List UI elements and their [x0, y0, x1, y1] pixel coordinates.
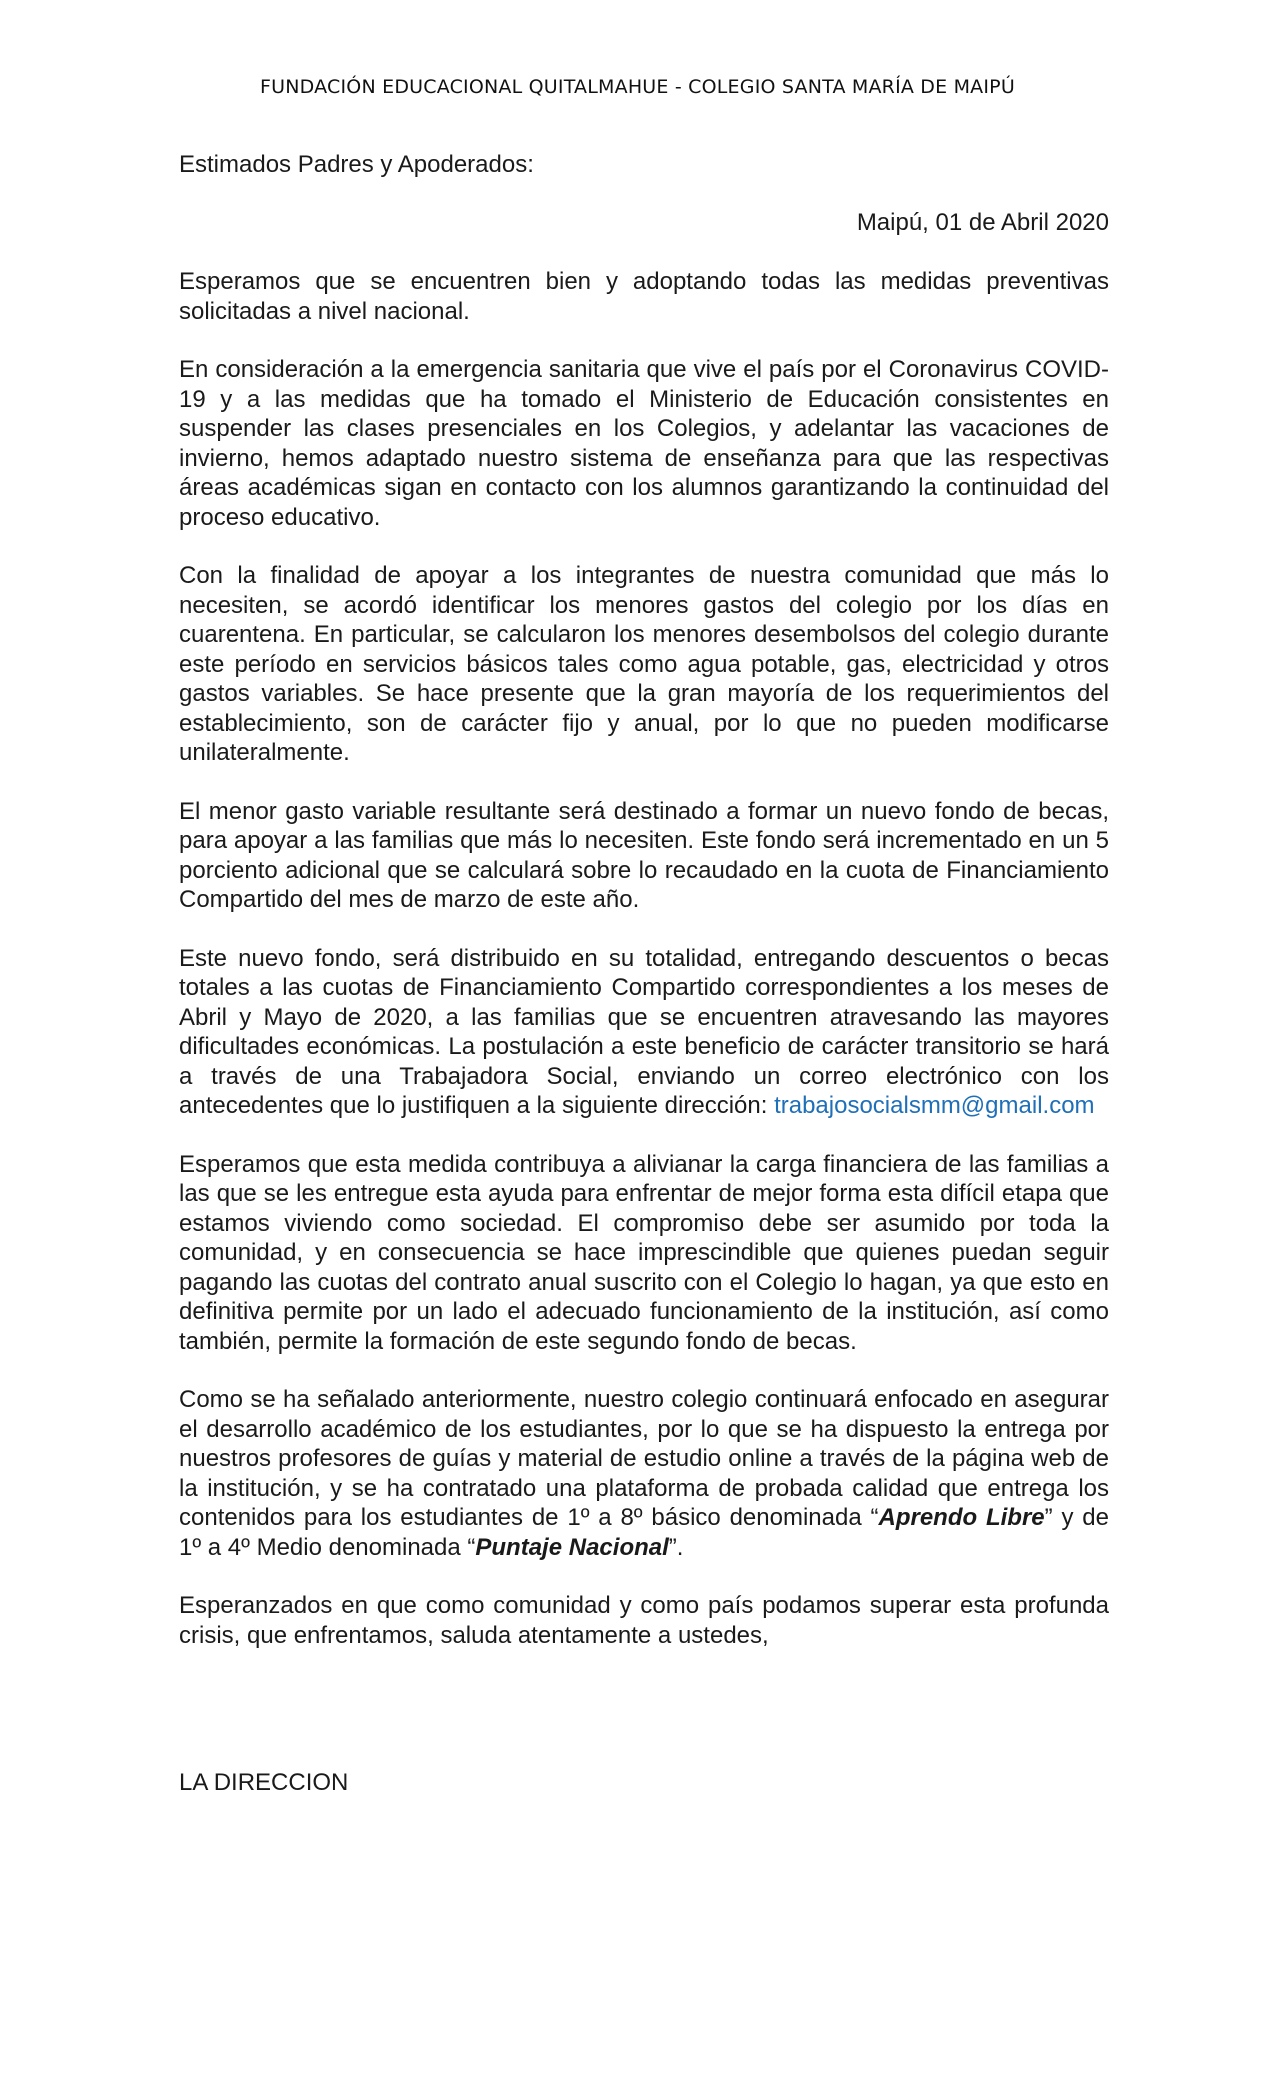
- letter-body: [179, 150, 1109, 1798]
- paragraph-2: En consideración a la emergencia sanitaria que vive el país por el Coronavirus COVID-19 y a las medidas que ha tomado el Ministerio de Educación consistentes en suspender las clases presenciales en los Colegios, y adelantar las vacaciones de invierno, hemos adaptado nuestro sistema de enseñanza para que las respectivas áreas académicas sigan en contacto con los alumnos garantizando la continuidad del proceso educativo.: [179, 356, 1109, 531]
- paragraph-6: Esperamos que esta medida contribuya a alivianar la carga financiera de las familias a las que se les entregue esta ayuda para enfrentar de mejor forma esta difícil etapa que estamos viviendo como sociedad. El compromiso debe ser asumido por toda la comunidad, y en consecuencia se hace imprescindible que quienes puedan seguir pagando las cuotas del contrato anual suscrito con el Colegio lo hagan, ya que esto en definitiva permite por un lado el adecuado funcionamiento de la institución, así como también, permite la formación de este segundo fondo de becas.: [179, 1150, 1109, 1355]
- platform-name-1: Aprendo Libre: [878, 1504, 1045, 1531]
- greeting: Estimados Padres y Apoderados:: [179, 151, 534, 178]
- closing-paragraph: Esperanzados en que como comunidad y como país podamos superar esta profunda crisis, que enfrentamos, saluda atentamente a ustedes,: [179, 1592, 1109, 1649]
- letter-date: Maipú, 01 de Abril 2020: [856, 208, 1109, 236]
- paragraph-5: [179, 944, 1109, 1121]
- paragraph-5-text: Este nuevo fondo, será distribuido en su totalidad, entregando descuentos o becas totales a las cuotas de Financiamiento Compartido correspondientes a los meses de Abril y Mayo de 2020, a las familias que se encuentren atravesando las mayores dificultades económicas. La postulación a este beneficio de carácter transitorio se hará a través de una Trabajadora Social, enviando un correo electrónico con los antecedentes que lo justifiquen a la siguiente dirección:: [179, 944, 1109, 1119]
- platform-name-2: Puntaje Nacional: [475, 1533, 669, 1561]
- paragraph-7: [179, 1385, 1109, 1562]
- signature: LA DIRECCION: [179, 1769, 349, 1796]
- paragraph-1: Esperamos que se encuentren bien y adoptando todas las medidas preventivas solicitadas a nivel nacional.: [179, 268, 1109, 325]
- paragraph-7-text-a: Como se ha señalado anteriormente, nuestro colegio continuará enfocado en asegurar el desarrollo académico de los estudiantes, por lo que se ha dispuesto la entrega por nuestros profesores de guías y material de estudio online a través de la página web de la institución, y se ha contratado una plataforma de probada calidad que entrega los contenidos para los estudiantes de 1º a 8º básico denominada “: [179, 1386, 1109, 1531]
- email-link[interactable]: trabajosocialsmm@gmail.com: [774, 1092, 1095, 1119]
- letterhead: FUNDACIÓN EDUCACIONAL QUITALMAHUE - COLEGIO SANTA MARÍA DE MAIPÚ: [260, 76, 1015, 98]
- paragraph-7-text-c: ”.: [668, 1533, 684, 1561]
- paragraph-7-text-b: ” y de 1º a 4º Medio denominada “: [179, 1504, 1109, 1561]
- paragraph-4: El menor gasto variable resultante será destinado a formar un nuevo fondo de becas, para apoyar a las familias que más lo necesiten. Este fondo será incrementado en un 5 porciento adicional que se calculará sobre lo recaudado en la cuota de Financiamiento Compartido del mes de marzo de este año.: [179, 797, 1109, 913]
- paragraph-3: Con la finalidad de apoyar a los integrantes de nuestra comunidad que más lo necesiten, se acordó identificar los menores gastos del colegio por los días en cuarentena. En particular, se calcularon los menores desembolsos del colegio durante este período en servicios básicos tales como agua potable, gas, electricidad y otros gastos variables. Se hace presente que la gran mayoría de los requerimientos del establecimiento, son de carácter fijo y anual, por lo que no pueden modificarse unilateralmente.: [179, 562, 1109, 766]
